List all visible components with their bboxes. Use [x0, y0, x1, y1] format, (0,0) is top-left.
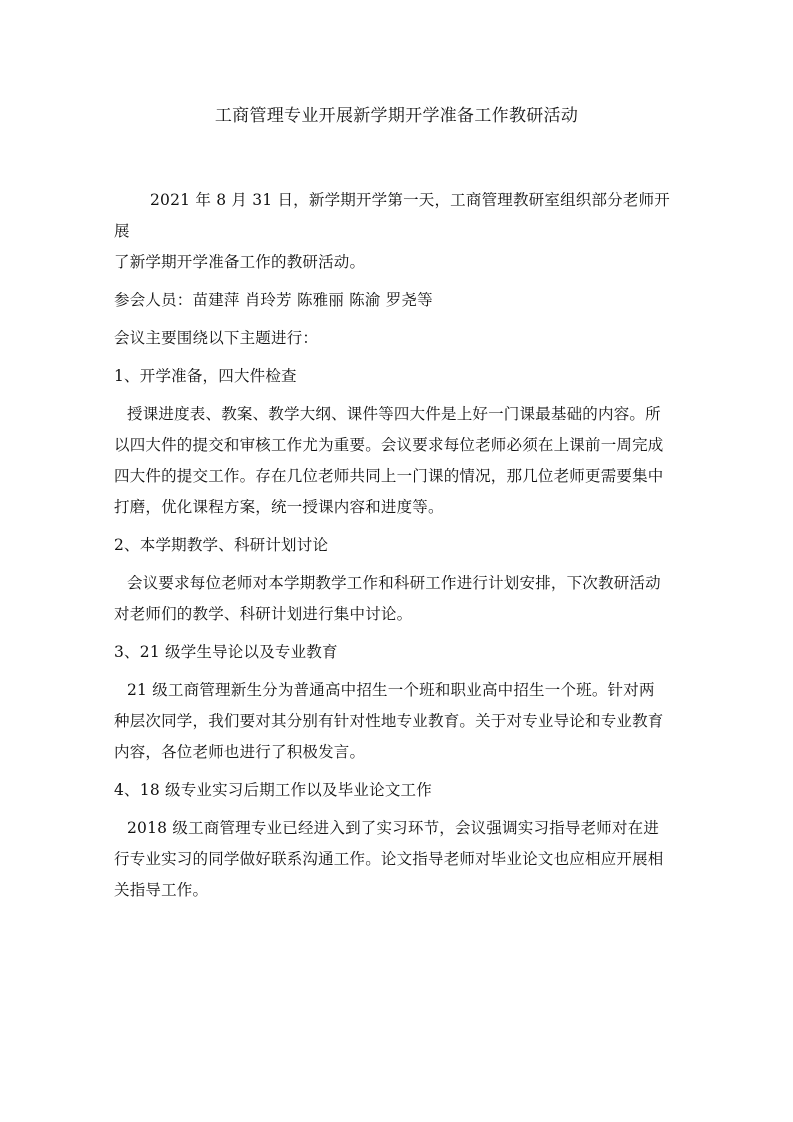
- section-4-line-1: 2018 级工商管理专业已经进入到了实习环节，会议强调实习指导老师对在进: [127, 819, 660, 837]
- section-1-line-2: 以四大件的提交和审核工作尤为重要。会议要求每位老师必须在上课前一周完成: [114, 436, 664, 454]
- spacer: [114, 561, 684, 568]
- spacer: [114, 316, 684, 323]
- document-title: 工商管理专业开展新学期开学准备工作教研活动: [214, 106, 579, 126]
- spacer: [114, 668, 684, 675]
- section-3-line-1: 21 级工商管理新生分为普通高中招生一个班和职业高中招生一个班。针对两: [127, 681, 655, 699]
- spacer: [114, 392, 684, 399]
- section-2-line-2: 对老师们的教学、科研计划进行集中讨论。: [114, 605, 413, 623]
- spacer: [114, 806, 684, 813]
- section-3-line-2: 种层次同学，我们要对其分别有针对性地专业教育。关于对专业导论和专业教育: [114, 712, 664, 730]
- section-1-line-3: 四大件的提交工作。存在几位老师共同上一门课的情况，那几位老师更需要集中: [114, 467, 664, 485]
- attendees-line: 参会人员：苗建萍 肖玲芳 陈雅丽 陈渝 罗尧等: [114, 291, 433, 309]
- intro-line-1: 2021 年 8 月 31 日，新学期开学第一天，工商管理教研室组织部分老师开展: [114, 191, 670, 240]
- spacer: [114, 354, 684, 361]
- section-2-line-1: 会议要求每位老师对本学期教学工作和科研工作进行计划安排，下次教研活动: [127, 574, 661, 592]
- document-body: [114, 185, 684, 906]
- section-heading-3: 3、21 级学生导论以及专业教育: [114, 643, 338, 661]
- intro-line-2: 了新学期开学准备工作的教研活动。: [114, 253, 366, 271]
- section-heading-2: 2、本学期教学、科研计划讨论: [114, 536, 329, 554]
- section-1-line-4: 打磨，优化课程方案，统一授课内容和进度等。: [114, 498, 444, 516]
- section-1-line-1: 授课进度表、教案、教学大纲、课件等四大件是上好一门课最基础的内容。所: [127, 405, 661, 423]
- section-4-line-3: 关指导工作。: [114, 881, 209, 899]
- section-4-line-2: 行专业实习的同学做好联系沟通工作。论文指导老师对毕业论文也应相应开展相: [114, 850, 664, 868]
- spacer: [114, 630, 684, 637]
- section-heading-4: 4、18 级专业实习后期工作以及毕业论文工作: [114, 781, 432, 799]
- spacer: [114, 523, 684, 530]
- spacer: [114, 278, 684, 285]
- spacer: [114, 768, 684, 775]
- section-heading-1: 1、开学准备，四大件检查: [114, 367, 297, 385]
- section-3-line-3: 内容，各位老师也进行了积极发言。: [114, 743, 366, 761]
- topics-intro: 会议主要围绕以下主题进行：: [114, 329, 319, 347]
